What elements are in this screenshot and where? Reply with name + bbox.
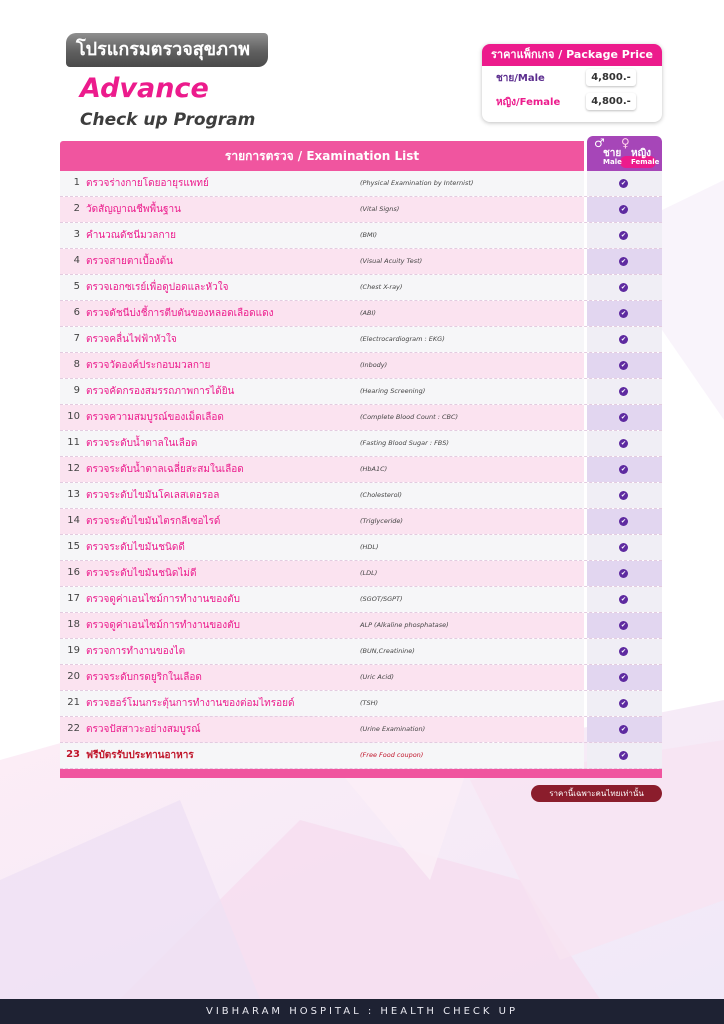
exam-name-en: (Urine Examination) bbox=[360, 725, 426, 733]
exam-row bbox=[60, 639, 662, 665]
exam-row bbox=[60, 379, 662, 405]
exam-name-th: ฟรีบัตรรับประทานอาหาร bbox=[86, 750, 194, 761]
exam-name-th: ตรวจระดับน้ำตาลในเลือด bbox=[86, 438, 198, 449]
exam-number: 21 bbox=[67, 697, 80, 708]
exam-number: 15 bbox=[67, 541, 80, 552]
program-title-pill: โปรแกรมตรวจสุขภาพ bbox=[66, 33, 268, 67]
price-row-female bbox=[482, 90, 662, 114]
examination-list-header: รายการตรวจ / Examination List bbox=[60, 141, 584, 171]
exam-number: 17 bbox=[67, 593, 80, 604]
female-symbol-icon: ♀ bbox=[621, 136, 630, 150]
exam-name-en: (TSH) bbox=[360, 699, 379, 707]
exam-name-en: (HDL) bbox=[360, 543, 379, 551]
gender-column-header bbox=[587, 136, 662, 171]
male-label-th: ชาย bbox=[603, 148, 622, 159]
exam-name-th: ตรวจระดับไขมันโคเลสเตอรอล bbox=[86, 490, 220, 501]
check-icon: ✔ bbox=[620, 180, 627, 187]
exam-number: 12 bbox=[67, 463, 80, 474]
exam-name-th: ตรวจระดับกรดยูริกในเลือด bbox=[86, 672, 202, 683]
exam-name-th: ตรวจสายตาเบื้องต้น bbox=[86, 256, 174, 267]
check-icon: ✔ bbox=[620, 700, 627, 707]
exam-row bbox=[60, 587, 662, 613]
exam-number: 16 bbox=[67, 567, 80, 578]
female-label-en: Female bbox=[631, 158, 660, 166]
check-icon: ✔ bbox=[620, 388, 627, 395]
exam-number: 10 bbox=[67, 411, 80, 422]
exam-name-en: (Complete Blood Count : CBC) bbox=[360, 413, 459, 421]
exam-name-en: (Chest X-ray) bbox=[360, 283, 403, 291]
exam-row bbox=[60, 717, 662, 743]
exam-name-en: (Inbody) bbox=[360, 361, 388, 369]
check-icon: ✔ bbox=[620, 596, 627, 603]
exam-row bbox=[60, 613, 662, 639]
program-subtitle: Check up Program bbox=[80, 110, 256, 130]
exam-name-en: (Cholesterol) bbox=[360, 491, 402, 499]
exam-number: 19 bbox=[67, 645, 80, 656]
exam-number: 14 bbox=[67, 515, 80, 526]
exam-name-th: ตรวจคลื่นไฟฟ้าหัวใจ bbox=[86, 334, 177, 345]
check-icon: ✔ bbox=[620, 362, 627, 369]
exam-row bbox=[60, 301, 662, 327]
exam-row bbox=[60, 431, 662, 457]
exam-number: 1 bbox=[73, 177, 80, 188]
exam-number: 11 bbox=[67, 437, 80, 448]
examination-list bbox=[60, 171, 662, 769]
exam-name-en: (Physical Examination by Internist) bbox=[360, 179, 474, 187]
exam-row bbox=[60, 665, 662, 691]
exam-name-en: (Triglyceride) bbox=[360, 517, 403, 525]
exam-row bbox=[60, 743, 662, 769]
exam-name-th: ตรวจระดับไขมันชนิดไม่ดี bbox=[86, 568, 197, 579]
exam-name-th: คำนวณดัชนีมวลกาย bbox=[86, 230, 177, 241]
program-name: Advance bbox=[80, 73, 209, 104]
exam-name-th: ตรวจวัดองค์ประกอบมวลกาย bbox=[86, 360, 211, 371]
exam-row bbox=[60, 223, 662, 249]
price-row-male bbox=[482, 66, 662, 90]
check-icon: ✔ bbox=[620, 674, 627, 681]
male-label-en: Male bbox=[603, 158, 622, 166]
thai-only-note: ราคานี้เฉพาะคนไทยเท่านั้น bbox=[531, 785, 662, 802]
exam-name-en: (SGOT/SGPT) bbox=[360, 595, 403, 603]
exam-name-th: ตรวจดูค่าเอนไซม์การทำงานของตับ bbox=[86, 594, 240, 605]
exam-name-en: (ABI) bbox=[360, 309, 376, 317]
check-icon: ✔ bbox=[620, 414, 627, 421]
exam-name-en: (HbA1C) bbox=[360, 465, 388, 473]
exam-row bbox=[60, 327, 662, 353]
exam-number: 5 bbox=[73, 281, 80, 292]
exam-name-en: (BUN,Creatinine) bbox=[360, 647, 415, 655]
exam-number: 20 bbox=[67, 671, 80, 682]
exam-name-en: ALP (Alkaline phosphatase) bbox=[360, 621, 449, 629]
exam-row bbox=[60, 535, 662, 561]
footer-bar: VIBHARAM HOSPITAL : HEALTH CHECK UP bbox=[0, 999, 724, 1024]
exam-number: 6 bbox=[73, 307, 80, 318]
exam-name-th: ตรวจระดับไขมันชนิดดี bbox=[86, 542, 185, 553]
exam-name-th: ตรวจดัชนีบ่งชี้การตีบตันของหลอดเลือดแดง bbox=[86, 308, 274, 319]
exam-name-th: ตรวจฮอร์โมนกระตุ้นการทำงานของต่อมไทรอยด์ bbox=[86, 698, 295, 709]
exam-row bbox=[60, 483, 662, 509]
check-icon: ✔ bbox=[620, 492, 627, 499]
exam-name-en: (Free Food coupon) bbox=[360, 751, 424, 759]
exam-number: 18 bbox=[67, 619, 80, 630]
check-icon: ✔ bbox=[620, 466, 627, 473]
exam-row bbox=[60, 353, 662, 379]
exam-name-en: (Visual Acuity Test) bbox=[360, 257, 423, 265]
exam-row bbox=[60, 691, 662, 717]
male-symbol-icon: ♂ bbox=[594, 136, 605, 150]
male-price-label: ชาย/Male bbox=[496, 73, 545, 84]
exam-name-th: ตรวจความสมบูรณ์ของเม็ดเลือด bbox=[86, 412, 224, 423]
exam-name-en: (Uric Acid) bbox=[360, 673, 394, 681]
exam-name-th: ตรวจระดับไขมันไตรกลีเซอไรด์ bbox=[86, 516, 221, 527]
exam-number: 3 bbox=[73, 229, 80, 240]
package-price-header: ราคาแพ็กเกจ / Package Price bbox=[482, 44, 662, 66]
female-label-th: หญิง bbox=[631, 148, 651, 159]
exam-row bbox=[60, 405, 662, 431]
check-icon: ✔ bbox=[620, 310, 627, 317]
exam-name-th: ตรวจดูค่าเอนไซม์การทำงานของตับ bbox=[86, 620, 240, 631]
exam-number: 22 bbox=[67, 723, 80, 734]
male-price-value: 4,800.- bbox=[586, 69, 636, 86]
check-icon: ✔ bbox=[620, 284, 627, 291]
exam-number: 4 bbox=[73, 255, 80, 266]
package-price-box bbox=[482, 44, 662, 122]
check-icon: ✔ bbox=[620, 258, 627, 265]
exam-number: 9 bbox=[73, 385, 80, 396]
exam-row bbox=[60, 171, 662, 197]
exam-number: 7 bbox=[73, 333, 80, 344]
exam-name-en: (LDL) bbox=[360, 569, 378, 577]
exam-name-en: (Fasting Blood Sugar : FBS) bbox=[360, 439, 449, 447]
check-icon: ✔ bbox=[620, 648, 627, 655]
check-icon: ✔ bbox=[620, 570, 627, 577]
exam-name-en: (Electrocardiogram : EKG) bbox=[360, 335, 445, 343]
exam-number: 13 bbox=[67, 489, 80, 500]
exam-row bbox=[60, 561, 662, 587]
check-icon: ✔ bbox=[620, 206, 627, 213]
check-icon: ✔ bbox=[620, 232, 627, 239]
exam-name-en: (BMI) bbox=[360, 231, 378, 239]
check-icon: ✔ bbox=[620, 622, 627, 629]
check-icon: ✔ bbox=[620, 544, 627, 551]
exam-name-th: ตรวจคัดกรองสมรรถภาพการได้ยิน bbox=[86, 386, 235, 397]
exam-name-th: วัดสัญญาณชีพพื้นฐาน bbox=[86, 204, 181, 215]
check-icon: ✔ bbox=[620, 440, 627, 447]
exam-name-th: ตรวจปัสสาวะอย่างสมบูรณ์ bbox=[86, 724, 201, 735]
check-icon: ✔ bbox=[620, 336, 627, 343]
female-price-label: หญิง/Female bbox=[496, 97, 561, 108]
exam-number: 23 bbox=[66, 749, 80, 760]
exam-number: 8 bbox=[73, 359, 80, 370]
exam-name-en: (Hearing Screening) bbox=[360, 387, 426, 395]
check-icon: ✔ bbox=[620, 726, 627, 733]
exam-name-en: (Vital Signs) bbox=[360, 205, 400, 213]
female-price-value: 4,800.- bbox=[586, 93, 636, 110]
exam-row bbox=[60, 249, 662, 275]
exam-row bbox=[60, 275, 662, 301]
exam-name-th: ตรวจเอกซเรย์เพื่อดูปอดและหัวใจ bbox=[86, 282, 229, 293]
exam-number: 2 bbox=[73, 203, 80, 214]
exam-row bbox=[60, 197, 662, 223]
exam-row bbox=[60, 509, 662, 535]
exam-name-th: ตรวจระดับน้ำตาลเฉลี่ยสะสมในเลือด bbox=[86, 464, 244, 475]
list-bottom-bar bbox=[60, 769, 662, 778]
check-icon: ✔ bbox=[620, 752, 627, 759]
exam-name-th: ตรวจร่างกายโดยอายุรแพทย์ bbox=[86, 178, 209, 189]
exam-name-th: ตรวจการทำงานของไต bbox=[86, 646, 186, 657]
check-icon: ✔ bbox=[620, 518, 627, 525]
exam-row bbox=[60, 457, 662, 483]
